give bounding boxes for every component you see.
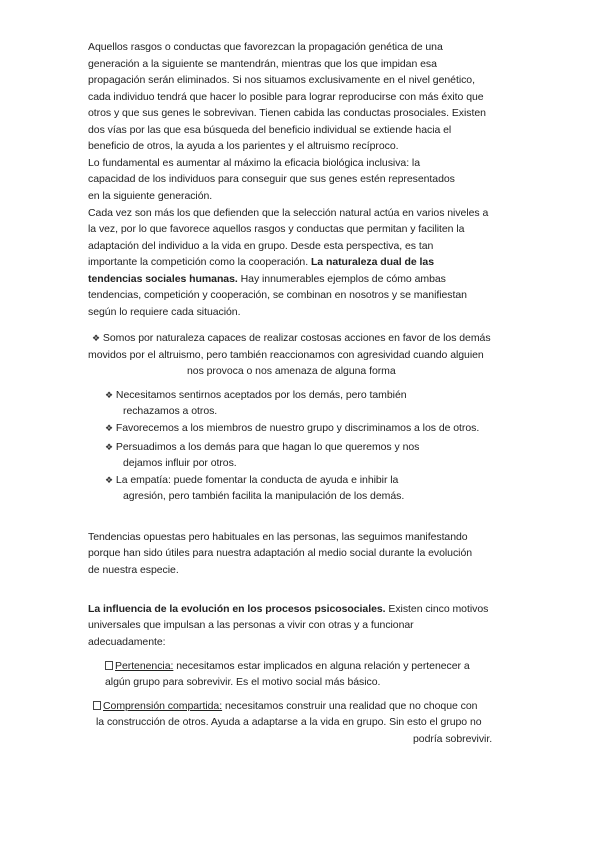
text-line: Lo fundamental es aumentar al máximo la eficacia biológica inclusiva: la (88, 157, 420, 169)
text-line (88, 602, 488, 616)
text-line (92, 331, 491, 345)
text-line: podría sobrevivir. (413, 733, 493, 745)
text-line: algún grupo para sobrevivir. Es el motivo social más básico. (105, 676, 381, 688)
text-line: capacidad de los individuos para conseguir que sus genes estén representados (88, 173, 455, 185)
text-line: porque han sido útiles para nuestra adaptación al medio social durante la evolución (88, 547, 473, 559)
text-fragment: importante la competición como la cooperación. (88, 256, 311, 268)
text-line: otros y que sus genes le sobrevivan. Tienen cabida las conductas prosociales. Existen (88, 107, 486, 119)
text-fragment: Persuadimos a los demás para que hagan lo que queremos y nos (115, 441, 420, 453)
text-line: de nuestra especie. (88, 564, 179, 576)
text-line: en la siguiente generación. (88, 190, 213, 202)
text-fragment: Somos por naturaleza capaces de realizar costosas acciones en favor de los demás (102, 332, 491, 344)
diamond-bullet-icon: ❖ (105, 423, 114, 433)
text-line: Aquellos rasgos o conductas que favorezcan la propagación genética de una (88, 41, 443, 53)
text-line (105, 473, 398, 487)
text-line (105, 659, 470, 673)
motive-term: Comprensión compartida: (103, 700, 223, 712)
checkbox-icon (93, 701, 101, 710)
text-line (105, 421, 479, 435)
text-line (105, 440, 419, 454)
text-line: Cada vez son más los que defienden que la selección natural actúa en varios niveles a (88, 207, 489, 219)
text-fragment: Hay innumerables ejemplos de cómo ambas (237, 273, 446, 285)
text-line: agresión, pero también facilita la manipulación de los demás. (123, 490, 405, 502)
text-line: universales que impulsan a las personas a vivir con otras y a funcionar (88, 619, 414, 631)
diamond-bullet-icon: ❖ (105, 390, 114, 400)
text-line (105, 388, 407, 402)
text-line: dos vías por las que esa búsqueda del beneficio individual se extiende hacia el (88, 124, 452, 136)
text-line: generación a la siguiente se mantendrán, mientras que los que impidan esa (88, 58, 437, 70)
text-fragment: Existen cinco motivos (385, 603, 489, 615)
text-fragment: Favorecemos a los miembros de nuestro grupo y discriminamos a los de otros. (115, 422, 480, 434)
diamond-bullet-icon: ❖ (105, 442, 114, 452)
bold-fragment: La naturaleza dual de las (310, 256, 434, 268)
text-line: rechazamos a otros. (123, 405, 218, 417)
text-line (93, 699, 477, 713)
text-fragment: necesitamos estar implicados en alguna relación y pertenecer a (173, 660, 470, 672)
text-line: nos provoca o nos amenaza de alguna forma (187, 365, 396, 377)
diamond-bullet-icon: ❖ (92, 333, 101, 343)
text-line: según lo requiere cada situación. (88, 306, 241, 318)
text-line: tendencias, competición y cooperación, se combinan en nosotros y se manifiestan (88, 289, 467, 301)
text-line: movidos por el altruismo, pero también reaccionamos con agresividad cuando alguien (88, 349, 484, 361)
text-fragment: necesitamos construir una realidad que no choque con (222, 700, 478, 712)
diamond-bullet-icon: ❖ (105, 475, 114, 485)
section-heading: La influencia de la evolución en los procesos psicosociales. (88, 603, 386, 615)
text-line: la construcción de otros. Ayuda a adaptarse a la vida en grupo. Sin esto el grupo no (96, 716, 482, 728)
text-fragment: La empatía: puede fomentar la conducta de ayuda e inhibir la (115, 474, 399, 486)
bold-fragment: tendencias sociales humanas. (88, 273, 238, 285)
text-line: adaptación del individuo a la vida en grupo. Desde esta perspectiva, es tan (88, 240, 434, 252)
text-fragment: Necesitamos sentirnos aceptados por los demás, pero también (115, 389, 407, 401)
text-line (88, 272, 446, 286)
text-line: la vez, por lo que favorece aquellos rasgos y conductas que permitan y faciliten la (88, 223, 465, 235)
text-line: beneficio de otros, la ayuda a los parientes y el altruismo recíproco. (88, 140, 399, 152)
text-line: Tendencias opuestas pero habituales en las personas, las seguimos manifestando (88, 531, 468, 543)
text-line: cada individuo tendrá que hacer lo posible para lograr reproducirse con más éxito que (88, 91, 484, 103)
checkbox-icon (105, 661, 113, 670)
text-line (88, 255, 434, 269)
text-line: dejamos influir por otros. (123, 457, 237, 469)
text-line: adecuadamente: (88, 636, 166, 648)
motive-term: Pertenencia: (115, 660, 174, 672)
text-line: propagación serán eliminados. Si nos situamos exclusivamente en el nivel genético, (88, 74, 475, 86)
